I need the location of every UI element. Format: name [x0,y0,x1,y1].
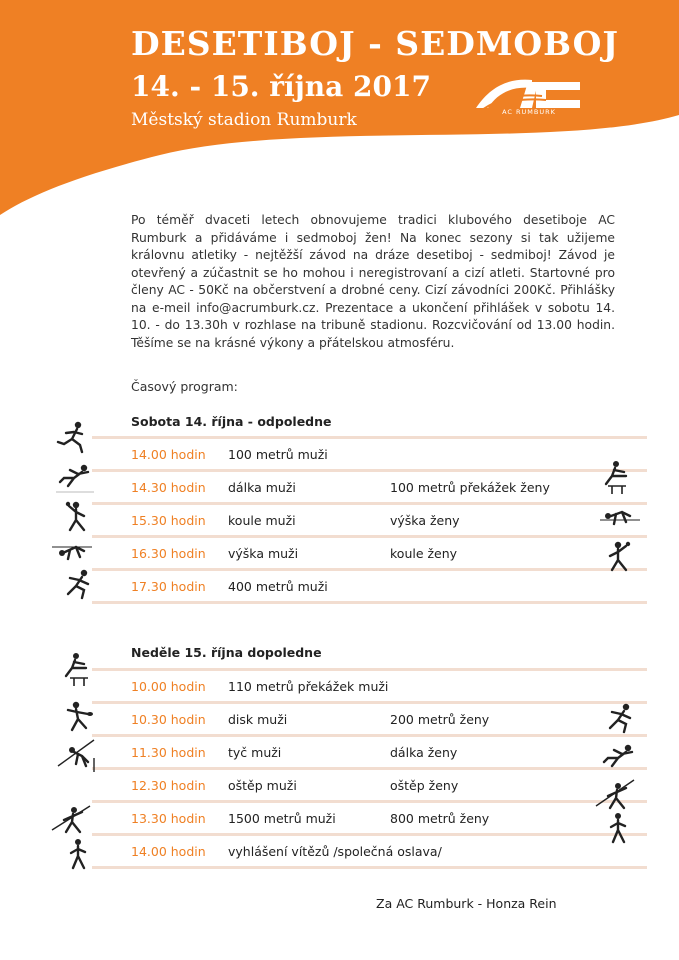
schedule-time: 13.30 hodin [131,811,206,826]
schedule-event-women: výška ženy [390,513,460,528]
schedule-time: 14.00 hodin [131,447,206,462]
shot-putter-icon [598,540,642,574]
schedule-time: 15.30 hodin [131,513,206,528]
intro-paragraph: Po téměř dvaceti letech obnovujeme tradici klubového desetiboje AC Rumburk a přidáváme i sedmoboj žen! Na konec sezony si tak užijeme královnu atletiky - nejtěžší závod na dráze desetiboj - sedmiboj! Závod je otevřený a zúčastnit se ho mohou i neregistrovaní a cizí atleti. Startovné pro členy AC - 50Kč na občerstvení a drobné ceny. Cizí závodníci 200Kč. Přihlášky na e-meil info@acrumburk.cz. Prezentace a ukončení přihlášek v sobotu 14. 10. - do 13.30h v rozhlase na tribuně stadionu. Rozcvičování od 13.00 hodin. Těšíme se na krásné výkony a přátelskou atmosféru. [131,213,615,350]
schedule-event-women: 100 metrů překážek ženy [390,480,550,495]
schedule-row [92,734,647,767]
schedule-time: 11.30 hodin [131,745,206,760]
sprinter-icon [56,568,100,602]
schedule-event-women: koule ženy [390,546,458,561]
schedule-time: 17.30 hodin [131,579,206,594]
schedule-row [92,800,647,833]
schedule-event-men: 400 metrů muži [228,579,328,594]
schedule-time: 10.00 hodin [131,679,206,694]
schedule-time: 14.30 hodin [131,480,206,495]
schedule-event-women: oštěp ženy [390,778,459,793]
schedule-row [92,833,647,869]
schedule-time: 12.30 hodin [131,778,206,793]
runner-icon [58,838,102,872]
schedule-event-men: dálka muži [228,480,296,495]
schedule-time: 14.00 hodin [131,844,206,859]
schedule-row [92,502,647,535]
schedule-event-men: koule muži [228,513,296,528]
schedule-event-women: dálka ženy [390,745,458,760]
long-jumper-icon [598,742,642,776]
schedule-event-men: 110 metrů překážek muži [228,679,389,694]
event-venue: Městský stadion Rumburk [131,110,357,130]
schedule-event-men: 1500 metrů muži [228,811,336,826]
discus-thrower-icon [58,700,102,734]
schedule-row [92,767,647,800]
schedule-row [92,668,647,701]
javelin-thrower-icon [594,776,638,810]
schedule-time: 10.30 hodin [131,712,206,727]
runner-icon [598,812,642,846]
logo-caption: AC RUMBURK [502,108,556,116]
schedule-row [92,469,647,502]
long-jumper-icon [54,462,98,496]
high-jumper-icon [50,535,94,569]
signature: Za AC Rumburk - Honza Rein [376,896,557,911]
high-jumper-icon [598,504,642,538]
schedule-row [92,535,647,568]
schedule-event-men: 100 metrů muži [228,447,328,462]
schedule-row [92,436,647,469]
event-title: DESETIBOJ - SEDMOBOJ [131,24,620,63]
schedule-event-men: výška muži [228,546,299,561]
program-heading: Časový program: [131,379,238,394]
event-date: 14. - 15. října 2017 [131,70,431,103]
runner-icon [52,420,96,454]
javelin-thrower-icon [50,800,94,834]
schedule-event-women: 800 metrů ženy [390,811,490,826]
sunday-heading: Neděle 15. října dopoledne [131,645,322,660]
schedule-event-men: tyč muži [228,745,282,760]
schedule-event-men: disk muži [228,712,288,727]
schedule-event-men: oštěp muži [228,778,297,793]
schedule-time: 16.30 hodin [131,546,206,561]
schedule-row [92,701,647,734]
schedule-event-men: vyhlášení vítězů /společná oslava/ [228,844,442,859]
hurdler-icon [56,652,100,686]
sprinter-icon [598,702,642,736]
pole-vaulter-icon [56,738,100,772]
hurdler-icon [596,460,640,494]
schedule-event-women: 200 metrů ženy [390,712,490,727]
saturday-heading: Sobota 14. října - odpoledne [131,414,332,429]
shot-putter-icon [56,500,100,534]
schedule-row [92,568,647,604]
